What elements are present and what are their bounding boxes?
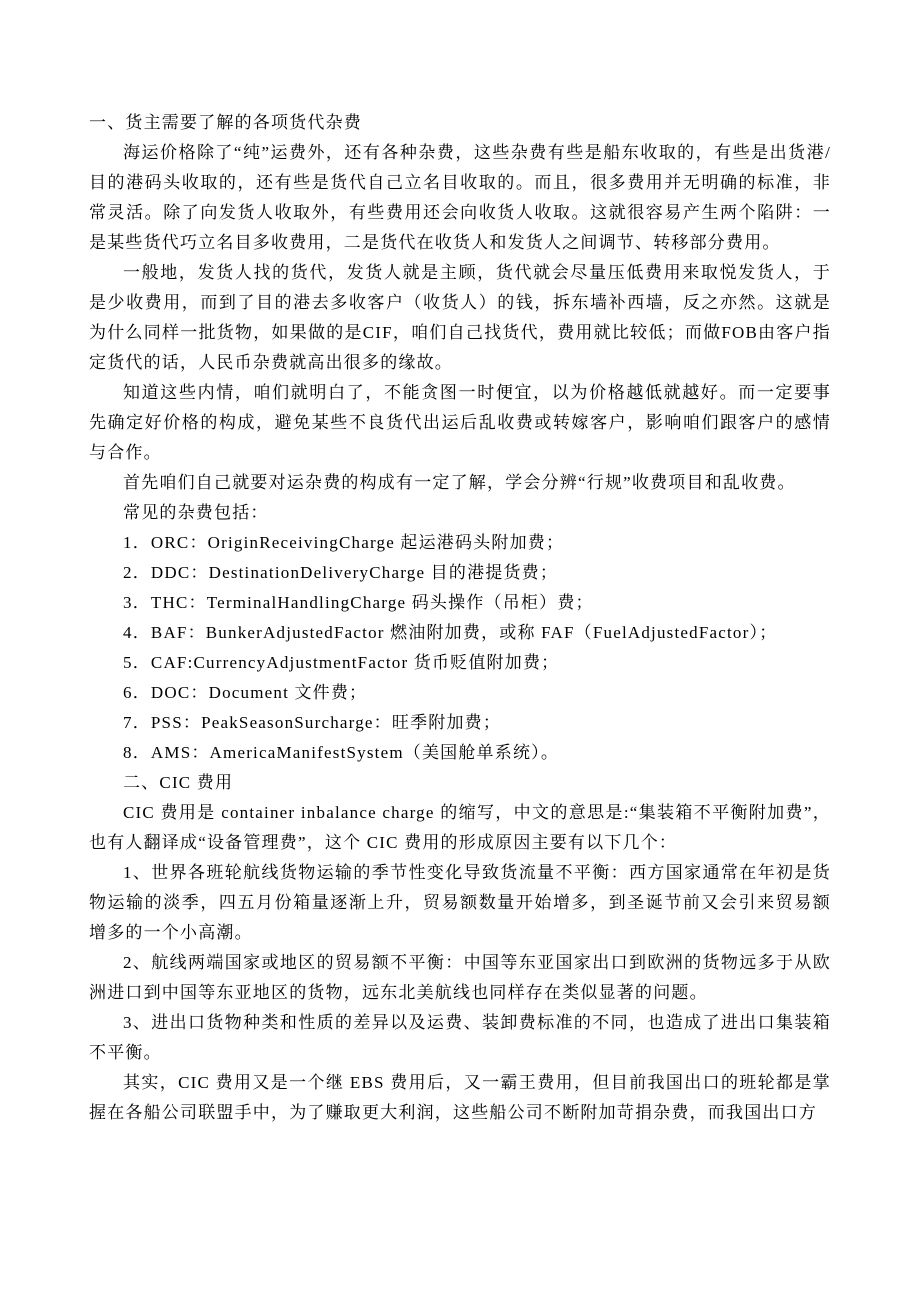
paragraph-common-fees-label: 常见的杂费包括：	[123, 503, 269, 522]
fee-list-item-ddc: 2．DDC：DestinationDeliveryCharge 目的港提货费；	[123, 563, 559, 582]
fee-list-item-caf: 5．CAF:CurrencyAdjustmentFactor 货币贬值附加费；	[123, 653, 560, 672]
fee-list-item-orc: 1．ORC：OriginReceivingCharge 起运港码头附加费；	[123, 533, 565, 552]
paragraph-cic-conclusion: 其实，CIC 费用又是一个继 EBS 费用后，又一霸王费用，但目前我国出口的班轮都是掌握在各船公司联盟手中，为了赚取更大利润，这些船公司不断附加苛捐杂费，而我国出口方	[89, 1073, 831, 1122]
document-body	[89, 108, 831, 1128]
paragraph-cic-reason-1: 1、世界各班轮航线货物运输的季节性变化导致货流量不平衡：西方国家通常在年初是货物运输的淡季，四五月份箱量逐渐上升，贸易额数量开始增多，到圣诞节前又会引来贸易额增多的一个小高潮。	[89, 863, 831, 942]
fee-list-item-pss: 7．PSS：PeakSeasonSurcharge：旺季附加费；	[123, 713, 502, 732]
fee-list-item-thc: 3．THC：TerminalHandlingCharge 码头操作（吊柜）费；	[123, 593, 594, 612]
paragraph-cic-definition: CIC 费用是 container inbalance charge 的缩写，中文的意思是:“集装箱不平衡附加费”，也有人翻译成“设备管理费”，这个 CIC 费用的形成原因主要有以下几个：	[89, 803, 831, 852]
section-1-heading: 一、货主需要了解的各项货代杂费	[89, 113, 362, 132]
section-2-heading: 二、CIC 费用	[123, 773, 234, 792]
fee-list-item-ams: 8．AMS：AmericaManifestSystem（美国舱单系统）。	[123, 743, 560, 762]
paragraph-advice: 知道这些内情，咱们就明白了，不能贪图一时便宜，以为价格越低就越好。而一定要事先确定好价格的构成，避免某些不良货代出运后乱收费或转嫁客户，影响咱们跟客户的感情与合作。	[89, 383, 831, 462]
fee-list-item-doc: 6．DOC：Document 文件费；	[123, 683, 368, 702]
paragraph-cif-fob: 一般地，发货人找的货代，发货人就是主顾，货代就会尽量压低费用来取悦发货人，于是少收费用，而到了目的港去多收客户（收货人）的钱，拆东墙补西墙，反之亦然。这就是为什么同样一批货物，如果做的是CIF，咱们自己找货代，费用就比较低；而做FOB由客户指定货代的话，人民币杂费就高出很多的缘故。	[89, 263, 831, 372]
paragraph-cic-reason-3: 3、进出口货物种类和性质的差异以及运费、装卸费标准的不同，也造成了进出口集装箱不平衡。	[89, 1013, 831, 1062]
paragraph-intro: 海运价格除了“纯”运费外，还有各种杂费，这些杂费有些是船东收取的，有些是出货港/目的港码头收取的，还有些是货代自己立名目收取的。而且，很多费用并无明确的标准，非常灵活。除了向发货人收取外，有些费用还会向收货人收取。这就很容易产生两个陷阱：一是某些货代巧立名目多收费用，二是货代在收货人和发货人之间调节、转移部分费用。	[89, 143, 831, 252]
fee-list-item-baf: 4．BAF：BunkerAdjustedFactor 燃油附加费，或称 FAF（FuelAdjustedFactor）；	[123, 623, 778, 642]
paragraph-cic-reason-2: 2、航线两端国家或地区的贸易额不平衡：中国等东亚国家出口到欧洲的货物远多于从欧洲进口到中国等东亚地区的货物，远东北美航线也同样存在类似显著的问题。	[89, 953, 831, 1002]
paragraph-learn-fees: 首先咱们自己就要对运杂费的构成有一定了解，学会分辨“行规”收费项目和乱收费。	[123, 473, 796, 492]
